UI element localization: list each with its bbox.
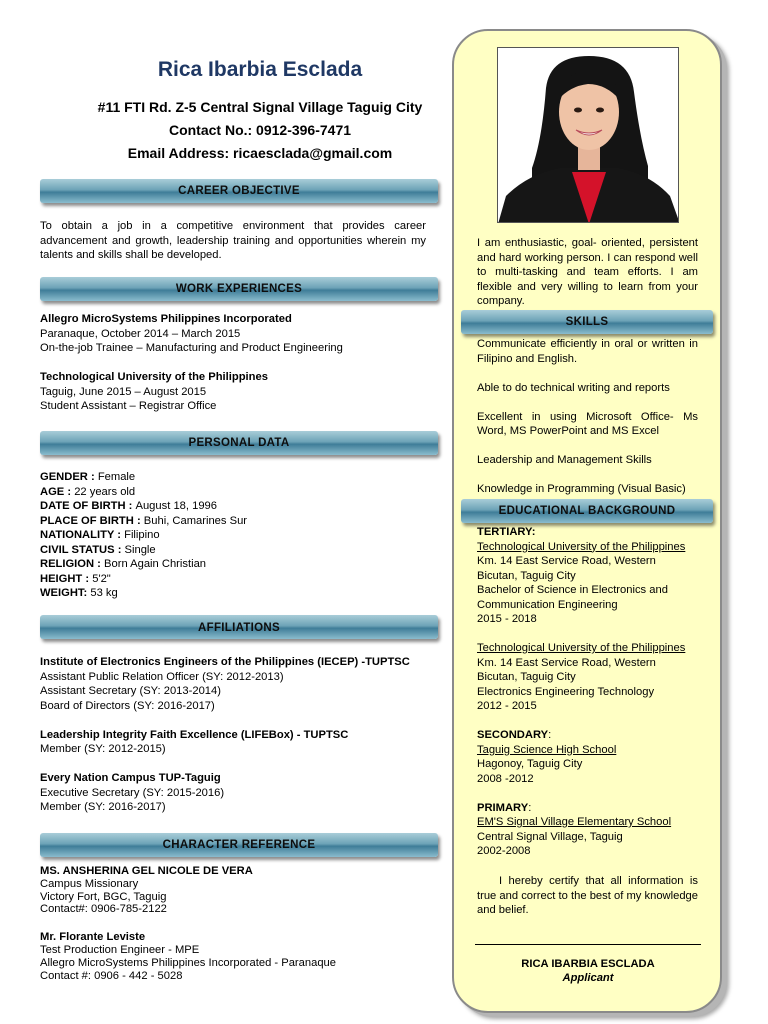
affiliation-role: Assistant Secretary (SY: 2013-2014) bbox=[40, 685, 221, 697]
work-role: On-the-job Trainee – Manufacturing and Product Engineering bbox=[40, 342, 343, 354]
affiliation-org: Institute of Electronics Engineers of the Philippines (IECEP) -TUPTSC bbox=[40, 656, 410, 668]
skill-item: Knowledge in Programming (Visual Basic) bbox=[477, 483, 686, 495]
personal-religion: RELIGION : Born Again Christian bbox=[40, 558, 207, 570]
school-detail: Central Signal Village, Taguig bbox=[477, 830, 623, 843]
education-heading: EDUCATIONAL BACKGROUND bbox=[461, 499, 713, 523]
school-detail: Hagonoy, Taguig City bbox=[477, 758, 583, 770]
personal-data-list bbox=[40, 470, 426, 601]
reference-detail: Campus Missionary bbox=[40, 877, 139, 890]
tertiary-label: TERTIARY: bbox=[477, 526, 536, 538]
affiliations-list bbox=[40, 655, 440, 815]
work-company: Technological University of the Philippines bbox=[40, 371, 268, 383]
skills-list bbox=[477, 337, 698, 497]
reference-detail: Allegro MicroSystems Philippines Incorporated - Paranaque bbox=[40, 956, 336, 969]
school-name: Technological University of the Philippines bbox=[477, 642, 686, 654]
certification-text: I hereby certify that all information is true and correct to the best of my knowledge and belief. bbox=[477, 875, 698, 916]
personal-civil-status: CIVIL STATUS : Single bbox=[40, 543, 156, 556]
school-detail: Electronics Engineering Technology bbox=[477, 685, 655, 698]
affiliation-role: Member (SY: 2016-2017) bbox=[40, 801, 166, 813]
portrait-icon bbox=[498, 48, 679, 223]
personal-age: AGE : 22 years old bbox=[40, 485, 136, 498]
personal-height: HEIGHT : 5'2" bbox=[40, 572, 111, 585]
signature-title: Applicant bbox=[562, 972, 614, 984]
reference-detail: Contact#: 0906-785-2122 bbox=[40, 903, 167, 916]
applicant-photo bbox=[497, 47, 679, 223]
school-detail: 2002-2008 bbox=[477, 845, 531, 857]
school-detail: 2012 - 2015 bbox=[477, 700, 537, 712]
affiliation-role: Assistant Public Relation Officer (SY: 2012-2013) bbox=[40, 670, 284, 683]
reference-list bbox=[40, 865, 440, 982]
reference-name: MS. ANSHERINA GEL NICOLE DE VERA bbox=[40, 865, 253, 877]
school-detail: Km. 14 East Service Road, Western Bicutan, Taguig City bbox=[477, 656, 656, 683]
address: #11 FTI Rd. Z-5 Central Signal Village Taguig City bbox=[97, 99, 423, 115]
profile-summary: I am enthusiastic, goal- oriented, persistent and hard working person. I can respond well to multi-tasking and team efforts. I am flexible and very willing to learn from your company. bbox=[477, 237, 698, 307]
work-experiences-heading: WORK EXPERIENCES bbox=[40, 277, 438, 301]
work-company: Allegro MicroSystems Philippines Incorporated bbox=[40, 313, 292, 325]
secondary-heading: SECONDARY: bbox=[477, 729, 552, 741]
affiliation-role: Member (SY: 2012-2015) bbox=[40, 743, 166, 755]
education-list bbox=[477, 525, 698, 859]
skill-item: Excellent in using Microsoft Office- Ms Word, MS PowerPoint and MS Excel bbox=[477, 410, 698, 437]
school-detail: 2015 - 2018 bbox=[477, 613, 537, 625]
reference-name: Mr. Florante Leviste bbox=[40, 931, 146, 944]
skill-item: Leadership and Management Skills bbox=[477, 454, 652, 466]
affiliation-org: Leadership Integrity Faith Excellence (LIFEBox) - TUPTSC bbox=[40, 728, 349, 741]
resume-header bbox=[40, 58, 480, 165]
contact-number: Contact No.: 0912-396-7471 bbox=[168, 122, 352, 138]
school-name: Technological University of the Philippines bbox=[477, 540, 686, 553]
affiliation-org: Every Nation Campus TUP-Taguig bbox=[40, 772, 221, 784]
school-detail: Bachelor of Science in Electronics and Communication Engineering bbox=[477, 584, 668, 611]
signature-name: RICA IBARBIA ESCLADA bbox=[521, 958, 655, 970]
affiliation-role: Executive Secretary (SY: 2015-2016) bbox=[40, 786, 225, 799]
skill-item: Able to do technical writing and reports bbox=[477, 381, 670, 394]
personal-gender: GENDER : Female bbox=[40, 471, 136, 483]
work-place-date: Taguig, June 2015 – August 2015 bbox=[40, 385, 207, 398]
skill-item: Communicate efficiently in oral or written in Filipino and English. bbox=[477, 338, 698, 365]
school-detail: Km. 14 East Service Road, Western Bicutan, Taguig City bbox=[477, 555, 656, 582]
school-detail: 2008 -2012 bbox=[477, 772, 534, 785]
reference-detail: Victory Fort, BGC, Taguig bbox=[40, 890, 167, 903]
personal-data-heading: PERSONAL DATA bbox=[40, 431, 438, 455]
affiliation-role: Board of Directors (SY: 2016-2017) bbox=[40, 699, 215, 712]
reference-detail: Test Production Engineer - MPE bbox=[40, 943, 200, 956]
school-name: EM'S Signal Village Elementary School bbox=[477, 816, 672, 828]
signature-line bbox=[475, 944, 701, 945]
personal-weight: WEIGHT: 53 kg bbox=[40, 587, 118, 599]
skills-heading: SKILLS bbox=[461, 310, 713, 334]
character-reference-heading: CHARACTER REFERENCE bbox=[40, 833, 438, 857]
primary-heading: PRIMARY: bbox=[477, 801, 532, 814]
affiliations-heading: AFFILIATIONS bbox=[40, 615, 438, 639]
personal-date-of-birth: DATE OF BIRTH : August 18, 1996 bbox=[40, 500, 217, 512]
email-address: Email Address: ricaesclada@gmail.com bbox=[127, 145, 393, 161]
career-objective-text: To obtain a job in a competitive environment that provides career advancement and growth, leadership training and opportunities wherein my talents and skills shall be developed. bbox=[40, 220, 426, 261]
work-experience-list bbox=[40, 312, 426, 414]
personal-nationality: NATIONALITY : Filipino bbox=[40, 529, 160, 541]
work-role: Student Assistant – Registrar Office bbox=[40, 400, 217, 412]
career-objective-heading: CAREER OBJECTIVE bbox=[40, 179, 438, 203]
work-place-date: Paranaque, October 2014 – March 2015 bbox=[40, 327, 241, 340]
reference-detail: Contact #: 0906 - 442 - 5028 bbox=[40, 969, 183, 982]
applicant-name: Rica Ibarbia Esclada bbox=[157, 58, 363, 81]
signature-block bbox=[475, 957, 701, 985]
school-name: Taguig Science High School bbox=[477, 743, 617, 756]
personal-place-of-birth: PLACE OF BIRTH : Buhi, Camarines Sur bbox=[40, 514, 248, 527]
